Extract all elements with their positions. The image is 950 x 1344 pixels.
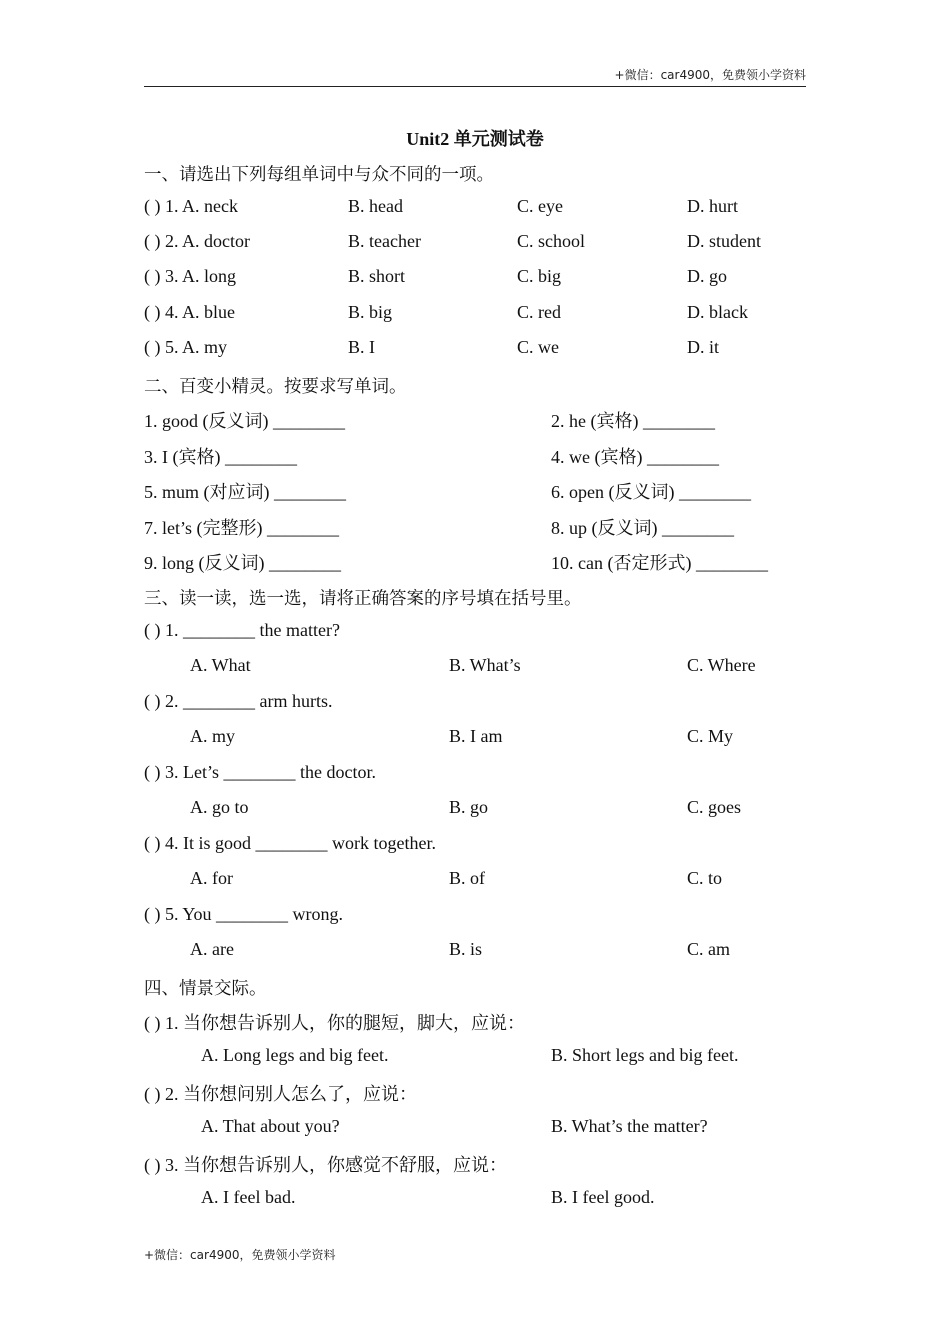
option-b: B. I am — [449, 726, 503, 746]
option-c: C. we — [517, 337, 559, 357]
option-b: B. go — [449, 797, 489, 817]
word-task: 7. let’s (完整形) ________ — [144, 518, 339, 538]
footer-note: +微信：car4900，免费领小学资料 — [144, 1248, 336, 1262]
option-b: B. head — [348, 196, 403, 216]
option-b: B. Short legs and big feet. — [551, 1045, 739, 1065]
option-b: B. big — [348, 302, 393, 322]
question-stem: ( ) 1. A. neck — [144, 196, 238, 216]
word-task: 5. mum (对应词) ________ — [144, 482, 346, 502]
option-a: A. I feel bad. — [201, 1187, 296, 1207]
question-stem: ( ) 4. It is good ________ work together. — [144, 833, 436, 853]
section3-heading: 三、读一读，选一选，请将正确答案的序号填在括号里。 — [144, 589, 582, 609]
word-task: 10. can (否定形式) ________ — [551, 553, 768, 573]
option-c: C. eye — [517, 196, 563, 216]
option-d: D. it — [687, 337, 720, 357]
option-b: B. of — [449, 868, 485, 888]
question-stem: ( ) 1. ________ the matter? — [144, 620, 340, 640]
option-c: C. school — [517, 231, 586, 251]
section2-heading: 二、百变小精灵。按要求写单词。 — [144, 377, 407, 397]
word-task: 9. long (反义词) ________ — [144, 553, 341, 573]
question-stem: ( ) 2. 当你想问别人怎么了，应说： — [144, 1084, 417, 1104]
option-d: D. hurt — [687, 196, 738, 216]
option-b: B. teacher — [348, 231, 421, 251]
word-task: 6. open (反义词) ________ — [551, 482, 751, 502]
question-stem: ( ) 3. 当你想告诉别人，你感觉不舒服，应说： — [144, 1155, 507, 1175]
question-stem: ( ) 5. You ________ wrong. — [144, 904, 344, 924]
option-d: D. student — [687, 231, 761, 251]
question-stem: ( ) 2. ________ arm hurts. — [144, 691, 333, 711]
option-a: A. for — [190, 868, 233, 888]
question-stem: ( ) 3. A. long — [144, 266, 236, 286]
option-c: C. Where — [687, 655, 756, 675]
option-a: A. That about you? — [201, 1116, 340, 1136]
option-c: C. am — [687, 939, 730, 959]
option-c: C. goes — [687, 797, 741, 817]
word-task: 8. up (反义词) ________ — [551, 518, 734, 538]
word-task: 1. good (反义词) ________ — [144, 411, 345, 431]
option-b: B. What’s — [449, 655, 521, 675]
question-stem: ( ) 4. A. blue — [144, 302, 235, 322]
header-note: +微信：car4900，免费领小学资料 — [614, 68, 806, 82]
section1-heading: 一、请选出下列每组单词中与众不同的一项。 — [144, 165, 494, 185]
word-task: 2. he (宾格) ________ — [551, 411, 715, 431]
option-b: B. I feel good. — [551, 1187, 655, 1207]
option-a: A. are — [190, 939, 234, 959]
option-c: C. big — [517, 266, 562, 286]
option-b: B. is — [449, 939, 483, 959]
question-stem: ( ) 5. A. my — [144, 337, 227, 357]
option-a: A. What — [190, 655, 251, 675]
word-task: 4. we (宾格) ________ — [551, 447, 719, 467]
option-d: D. black — [687, 302, 748, 322]
question-stem: ( ) 2. A. doctor — [144, 231, 250, 251]
section4-heading: 四、情景交际。 — [144, 979, 267, 999]
option-a: A. my — [190, 726, 235, 746]
option-d: D. go — [687, 266, 727, 286]
option-c: C. to — [687, 868, 723, 888]
question-stem: ( ) 1. 当你想告诉别人，你的腿短，脚大，应说： — [144, 1013, 525, 1033]
option-a: A. go to — [190, 797, 249, 817]
page-title: Unit2 单元测试卷 — [406, 129, 544, 149]
page-header — [144, 64, 806, 87]
option-c: C. My — [687, 726, 734, 746]
option-b: B. What’s the matter? — [551, 1116, 708, 1136]
option-a: A. Long legs and big feet. — [201, 1045, 389, 1065]
option-b: B. short — [348, 266, 406, 286]
option-c: C. red — [517, 302, 561, 322]
question-stem: ( ) 3. Let’s ________ the doctor. — [144, 762, 376, 782]
word-task: 3. I (宾格) ________ — [144, 447, 297, 467]
option-b: B. I — [348, 337, 375, 357]
